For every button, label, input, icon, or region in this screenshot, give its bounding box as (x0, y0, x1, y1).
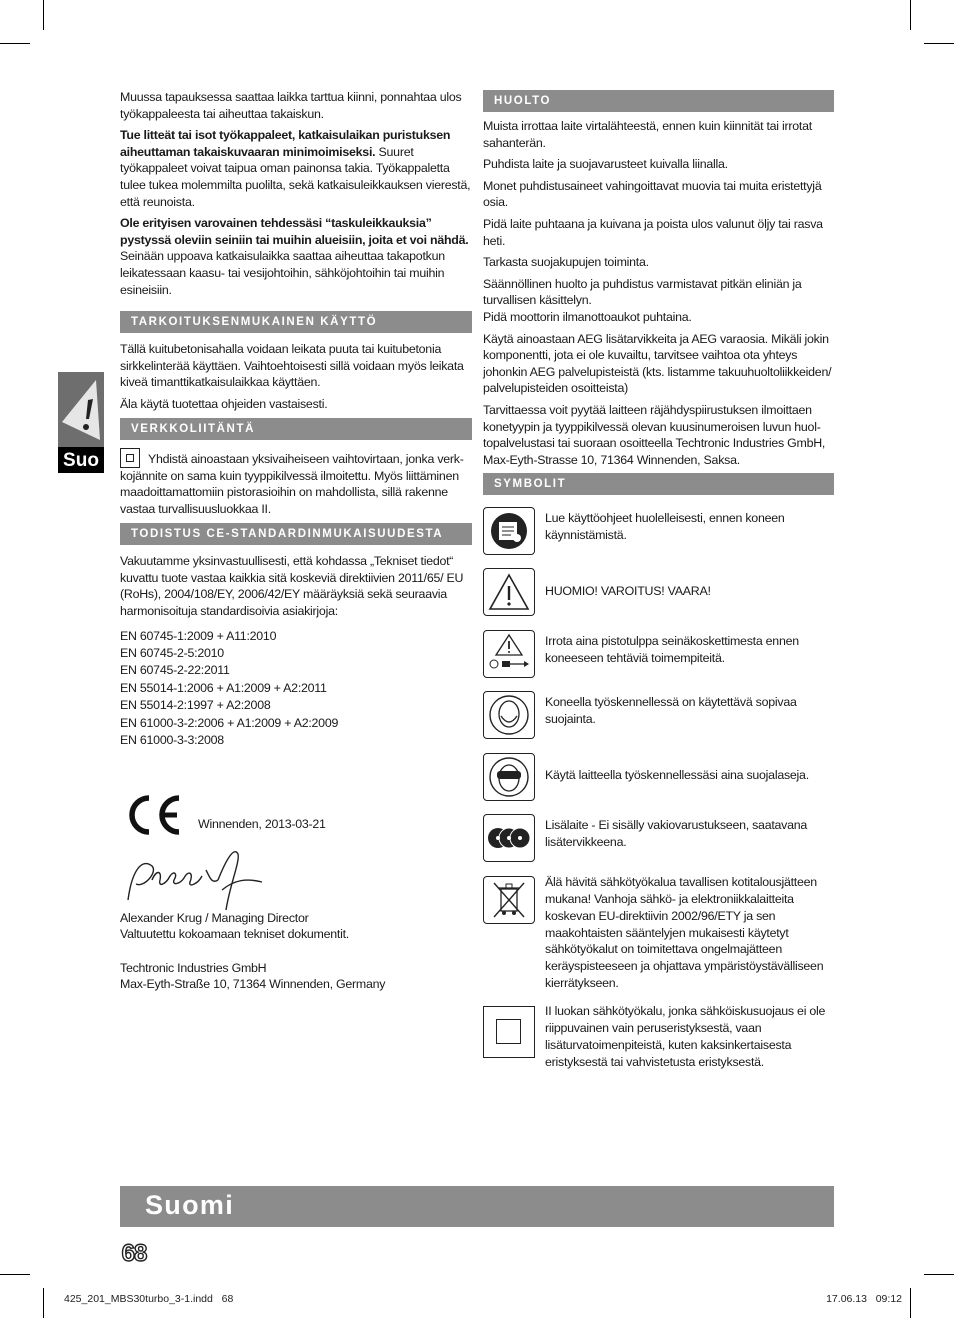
standard-item: EN 61000-3-3:2008 (120, 733, 224, 748)
standard-item: EN 60745-2-5:2010 (120, 646, 224, 661)
maintenance-paragraph: Tarkasta suojakupujen toiminta. (483, 255, 649, 270)
signature-image (122, 840, 270, 920)
unplug-icon (483, 630, 535, 678)
language-banner (120, 1186, 834, 1227)
crop-mark (910, 0, 911, 30)
warning-exclamation-icon (58, 372, 104, 447)
standard-item: EN 61000-3-2:2006 + A1:2009 + A2:2009 (120, 715, 339, 730)
warning-paragraph-support (120, 127, 472, 210)
symbol-text: Irrota aina pistotulppa seinäkoskettimesta ennen koneeseen tehtäviä toimempiteitä. (545, 634, 799, 666)
company-name: Techtronic Industries GmbH (120, 960, 267, 975)
weee-bin-icon (483, 876, 535, 924)
authorized-text: Valtuutettu kokoamaan tekniset dokumentit. (120, 927, 349, 942)
crop-mark (924, 1274, 954, 1275)
section-header-symbols: SYMBOLIT (483, 473, 834, 495)
class-ii-inline-icon (120, 448, 140, 468)
symbol-text: Lisälaite - Ei sisälly vakiovarustukseen, saatavana lisätervikkeena. (545, 818, 808, 850)
crop-mark (43, 1288, 44, 1318)
place-date: Winnenden, 2013-03-21 (198, 816, 326, 831)
ce-block (120, 784, 472, 924)
standard-item: EN 55014-2:1997 + A2:2008 (120, 698, 271, 713)
mains-paragraph: Yhdistä ainoastaan yksivaiheiseen vaihtovirtaan, jonka verk-kojännite on sama kuin tyyppikilvessä ilmoitettu. Myös liittäminen maadoittamattomiin pistorasioihin on mahdollista, sillä rakenne vastaa turvallisuusluokkaa II. (120, 448, 472, 518)
section-header-intended-use: TARKOITUKSENMUKAINEN KÄYTTÖ (120, 311, 472, 333)
symbol-text: Käytä laitteella työskennellessäsi aina suojalaseja. (545, 768, 809, 783)
maintenance-paragraph: Tarvittaessa voit pyytää laitteen räjähdyspiirustuksen ilmoittaen konetyypin ja tyyppikilvessä olevan kuusinumeroisen luvun huol-topalvelustasi tai suoraan osoitteella Techtronic Industries GmbH, Max-Eyth-Strasse 10, 71364 Winnenden, Saksa. (483, 402, 826, 467)
crop-mark (0, 43, 30, 44)
symbol-text: Älä hävitä sähkötyökalua tavallisen kotitalousjätteen mukana! Vanhoja sähkö- ja elektroniikkalaitteita koskevan EU-direktiivin 2002/96/ETY ja sen maakohtaisten sääntelyjen mukaisesti käytetyt sähkötyökalut on toimitettava ongelmajätteen keräyspisteeseen ja ohjattava ympäristöystävälliseen kierrätykseen. (545, 875, 824, 991)
section-header-ce: TODISTUS CE-STANDARDINMUKAISUUDESTA (120, 523, 472, 545)
standard-item: EN 55014-1:2006 + A1:2009 + A2:2011 (120, 680, 327, 695)
company-address: Max-Eyth-Straße 10, 71364 Winnenden, Germany (120, 977, 386, 992)
symbol-text: Lue käyttöohjeet huolelleisesti, ennen koneen käynnistämistä. (545, 511, 785, 543)
intended-use-paragraph: Tällä kuitubetonisahalla voidaan leikata puuta tai kuitubetonia sirkkelinterää käyttäen. Vaihtoehtoisesti sillä voidaan myös leikata kiveä timanttikatkaisulaikkaa käyttäen. (120, 342, 464, 390)
maintenance-paragraph: Muista irrottaa laite virtalähteestä, ennen kuin kiinnität tai irrotat sahanterän. (483, 119, 812, 150)
footer-datetime: 17.06.13 09:12 (826, 1293, 902, 1305)
safety-goggles-icon (483, 753, 535, 801)
symbol-text: HUOMIO! VAROITUS! VAARA! (545, 584, 711, 599)
ce-mark-icon (122, 792, 184, 838)
language-side-tab (58, 372, 104, 473)
standards-list (120, 628, 472, 750)
symbol-text: II luokan sähkötyökalu, jonka sähköiskusuojaus ei ole riippuvainen vain peruseristyksestä, vaan lisäturvatoimenpiteistä, kuten kaksinkertaisesta eristyksestä tai vahvistetusta eristyksestä. (545, 1004, 826, 1069)
warning-bold-text: Tue litteät tai isot työkappaleet, katkaisulaikan puristuksen aiheuttaman takaiskuvaaran minimoimiseksi. (120, 128, 451, 159)
crop-mark (0, 1274, 30, 1275)
footer-file-info: 425_201_MBS30turbo_3-1.indd 68 (64, 1293, 234, 1305)
ce-declaration-paragraph: Vakuutamme yksinvastuullisesti, että kohdassa „Tekniset tiedot“ kuvattu tuote vastaa kaikkia sitä koskeviä direktiivien 2011/65/ EU (RoHs), 2004/108/EY, 2006/42/EY määräyksiä sekä seuraavia harmonisoituja standardisoivia asiakirjoja: (120, 554, 464, 619)
warning-paragraph-pocket-cut (120, 215, 472, 298)
page-number-text: 68 (121, 1240, 147, 1267)
warning-triangle-icon (483, 568, 535, 616)
warning-text: Suuret työkappaleet voivat taipua oman painonsa takia. Työkappaletta tulee tukea molemmilta puolilta, sekä katkaisuleikkauksen vierestä, että reunoista. (120, 144, 471, 209)
class-ii-icon (483, 1006, 535, 1058)
maintenance-paragraph: Puhdista laite ja suojavarusteet kuivalla liinalla. (483, 157, 728, 172)
intro-paragraph: Muussa tapauksessa saattaa laikka tarttua kiinni, ponnahtaa ulos työkappaleesta tai aiheuttaa takaiskun. (120, 90, 462, 121)
crop-mark (43, 0, 44, 30)
left-column (120, 89, 472, 993)
maintenance-paragraph: Säännöllinen huolto ja puhdistus varmistavat pitkän eliniän ja turvallisen käsittelyn. (483, 276, 802, 308)
symbols-list (483, 507, 834, 1087)
side-tab-label: Suo (58, 447, 104, 473)
standard-item: EN 60745-1:2009 + A11:2010 (120, 628, 277, 643)
intended-use-note: Äla käytä tuotettaa ohjeiden vastaisesti. (120, 396, 328, 411)
read-manual-icon (483, 507, 535, 555)
warning-text: Seinään uppoava katkaisulaikka saattaa aiheuttaa takapotkun leikatessaan kaasu- tai vesijohtoihin, sähköjohtoihin tai muihin esineisiin. (120, 249, 445, 297)
accessory-blades-icon (483, 814, 535, 862)
crop-mark (910, 1288, 911, 1318)
maintenance-paragraph: Pidä moottorin ilmanottoaukot puhtaina. (483, 309, 692, 324)
standard-item: EN 60745-2-22:2011 (120, 663, 230, 678)
crop-mark (924, 43, 954, 44)
symbol-text: Koneella työskennellessä on käytettävä sopivaa suojainta. (545, 695, 797, 727)
maintenance-paragraph: Monet puhdistusaineet vahingoittavat muovia tai muita eristettyjä osia. (483, 178, 822, 210)
maintenance-paragraph: Käytä ainoastaan AEG lisätarvikkeita ja AEG varaosia. Mikäli jokin komponentti, jota ei ole kuvailtu, tarvitsee vaihtoa ota yhteys johonkin AEG palvelupisteistä (kts. listamme takuuhuoltoliikkeiden/ palvelupisteiden osoitteista) (483, 331, 832, 396)
warning-bold-text: Ole erityisen varovainen tehdessäsi “taskuleikkauksia” pystyssä oleviin seiniin tai muihin alueisiin, joita et voi nähdä. (120, 216, 469, 247)
maintenance-paragraph: Pidä laite puhtaana ja kuivana ja poista ulos valunut öljy tai rasva heti. (483, 216, 823, 248)
language-banner-title: Suomi (145, 1190, 235, 1220)
page-number (118, 1236, 150, 1268)
right-column (483, 90, 834, 1087)
section-header-mains: VERKKOLIITÄNTÄ (120, 418, 472, 440)
signer-name: Alexander Krug / Managing Director (120, 910, 309, 925)
dust-mask-icon (483, 691, 535, 739)
section-header-maintenance: HUOLTO (483, 90, 834, 112)
